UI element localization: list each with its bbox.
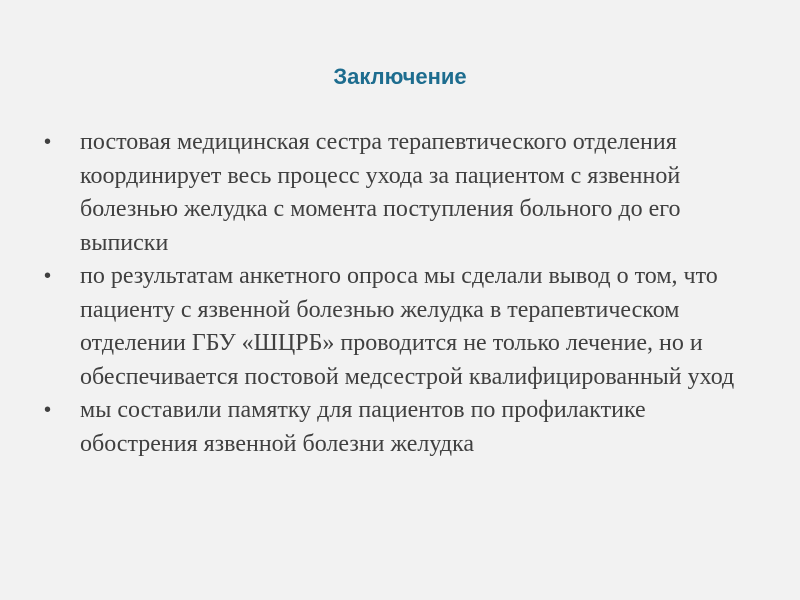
bullet-item-2 xyxy=(44,260,756,394)
bullet-text-2: по результатам анкетного опроса мы сделали вывод о том, что пациенту с язвенной болезнью желудка в терапевтическом отделении ГБУ «ШЦРБ» проводится не только лечение, но и обеспечивается постовой медсестрой квалифицированный уход xyxy=(80,263,735,390)
bullet-marker: • xyxy=(44,131,52,153)
bullet-text-3: мы составили памятку для пациентов по профилактике обострения язвенной болезни желудка xyxy=(80,397,646,457)
bullet-list xyxy=(44,126,756,461)
slide-title: Заключение xyxy=(333,64,467,89)
bullet-text-1: постовая медицинская сестра терапевтического отделения координирует весь процесс ухода за пациентом с язвенной болезнью желудка с момента поступления больного до его выписки xyxy=(80,129,681,256)
bullet-item-3 xyxy=(44,394,756,461)
bullet-marker: • xyxy=(44,399,52,421)
bullet-marker: • xyxy=(44,265,52,287)
bullet-item-1 xyxy=(44,126,756,260)
